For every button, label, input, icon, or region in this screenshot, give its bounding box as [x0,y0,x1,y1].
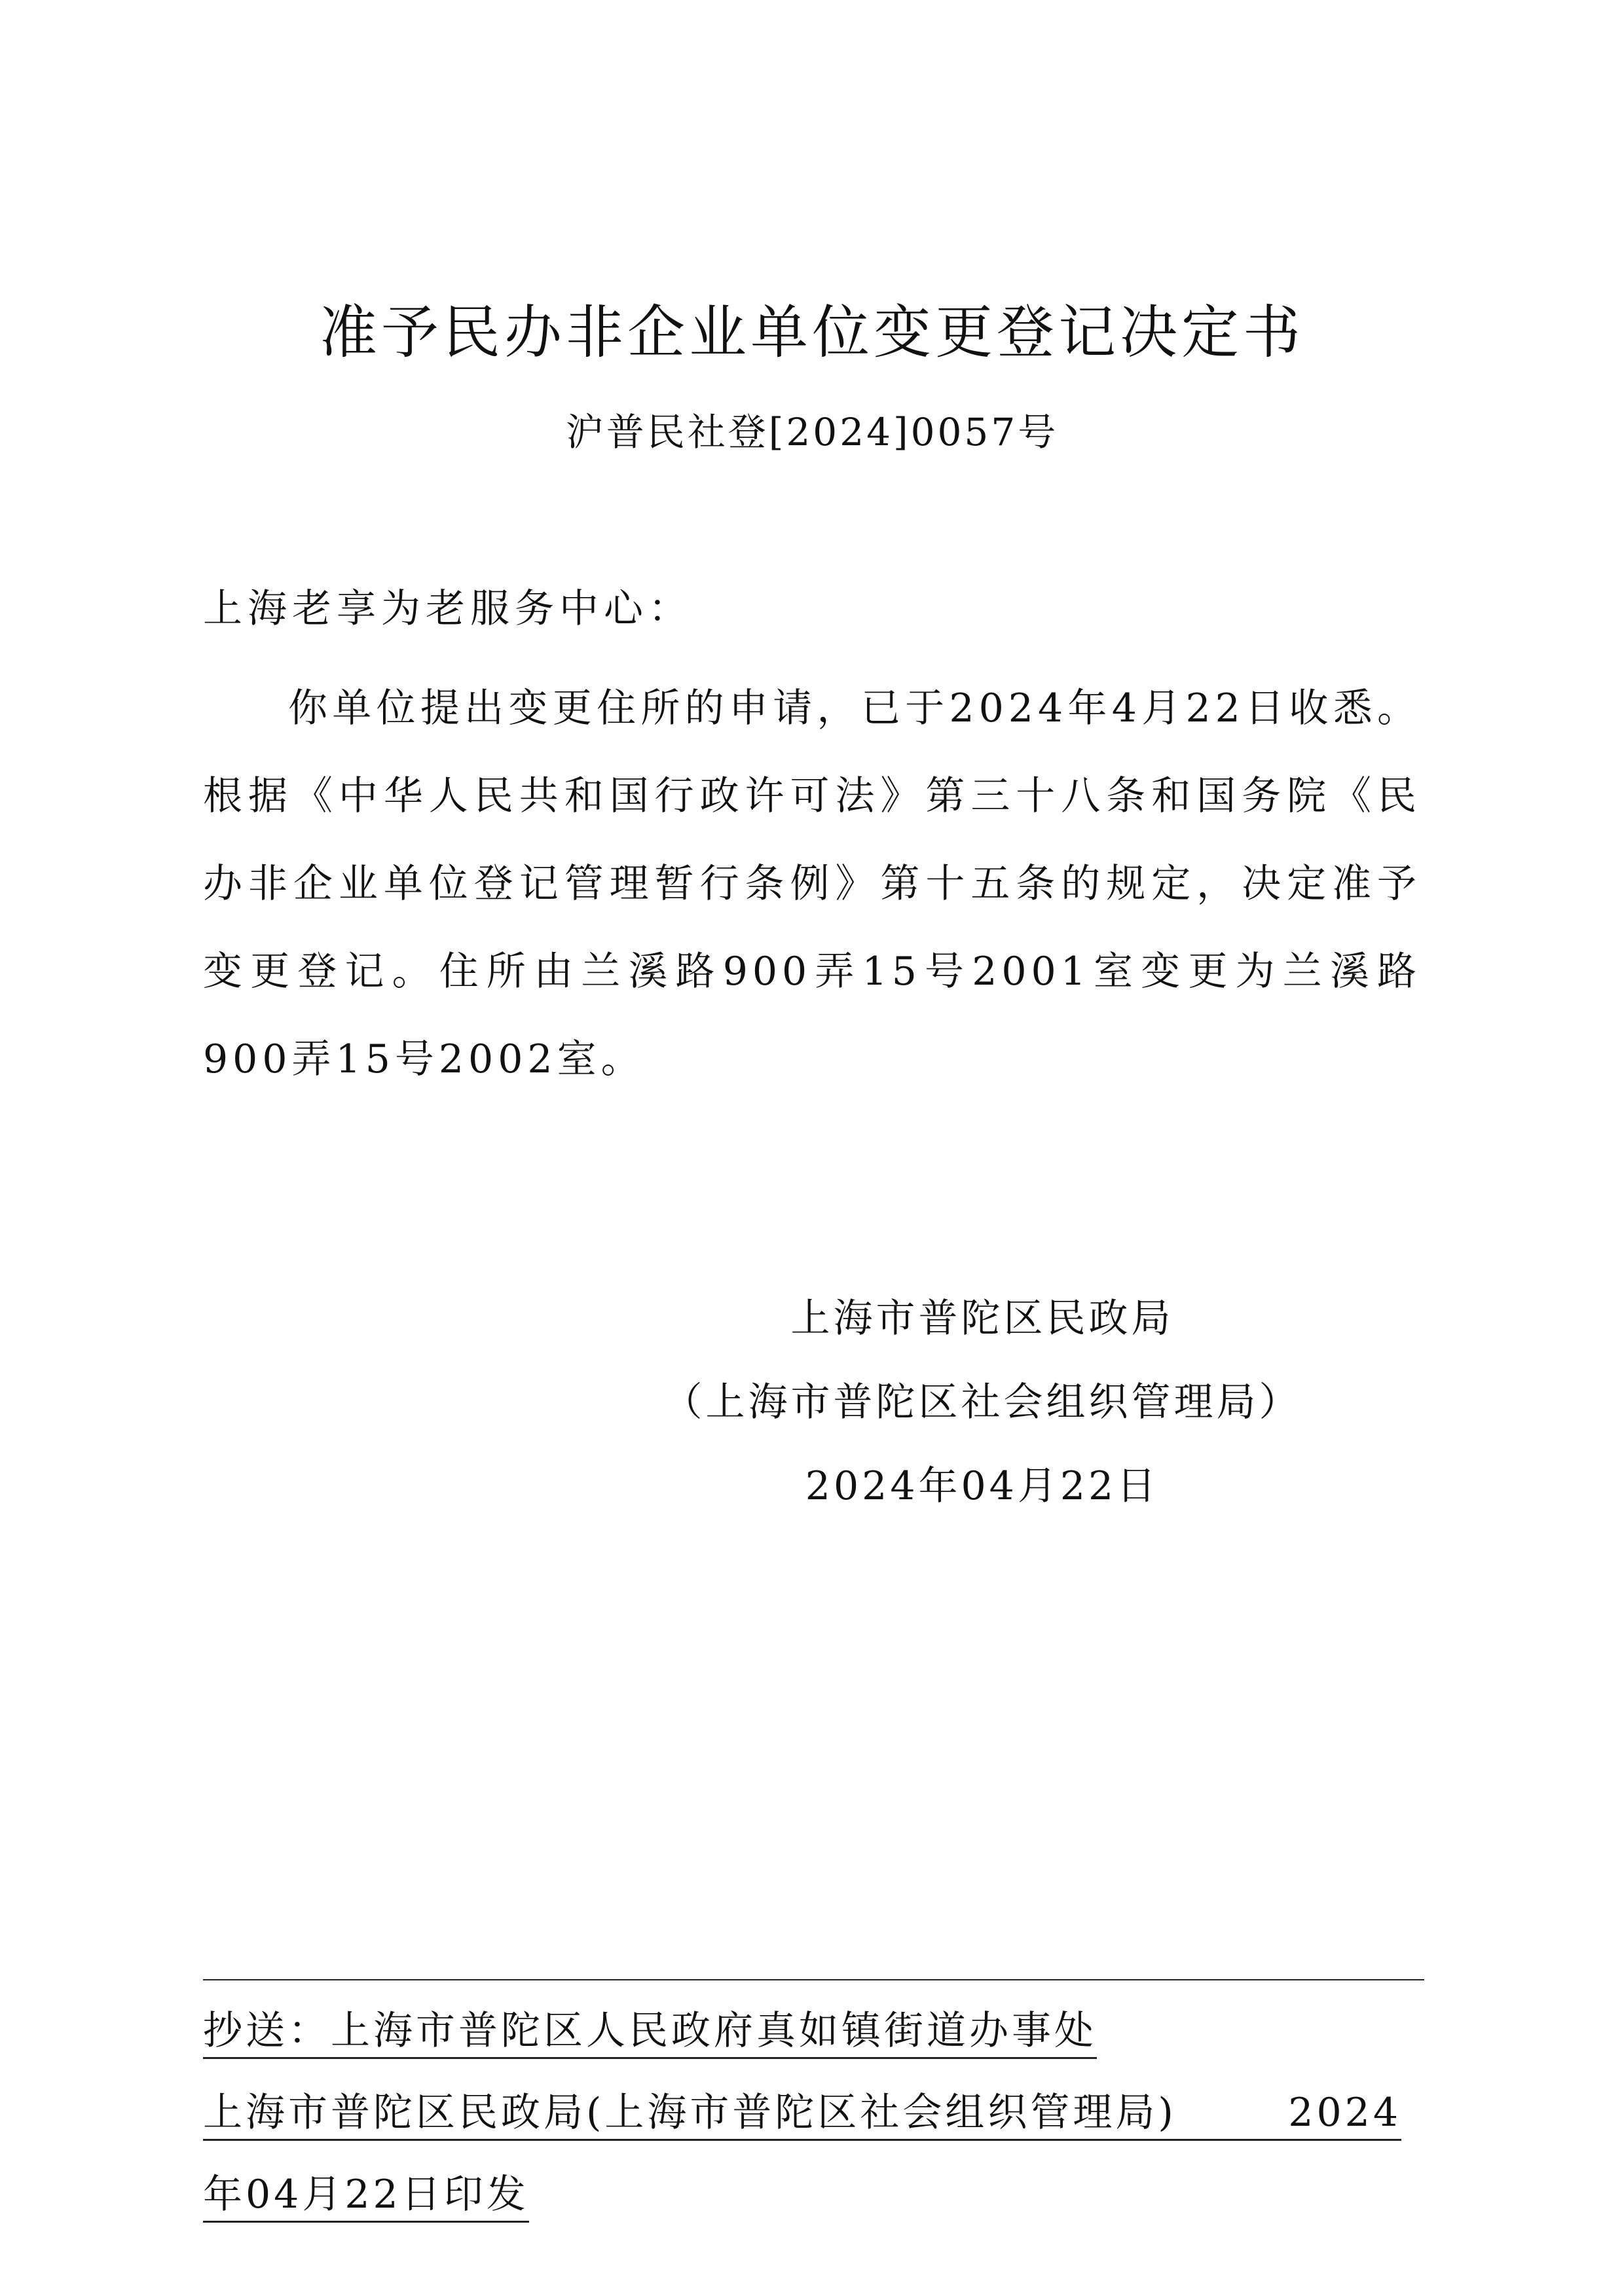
signature-block [655,1277,1310,1528]
print-date-year: 2024 [1288,2090,1401,2136]
printer-line [203,2072,1428,2154]
print-date-line [203,2154,1428,2236]
issuer-alias: （上海市普陀区社会组织管理局） [663,1379,1302,1425]
cc-recipients: 抄送：上海市普陀区人民政府真如镇街道办事处 [203,2005,1097,2059]
cc-line [203,1990,1428,2072]
document-number: 沪普民社登[2024]0057号 [565,410,1059,454]
print-date-rest: 年04月22日印发 [203,2168,529,2223]
body-paragraph: 你单位提出变更住所的申请，已于2024年4月22日收悉。根据《中华人民共和国行政许可法》第三十八条和国务院《民办非企业单位登记管理暂行条例》第十五条的规定，决定准予变更登记。住所由兰溪路900弄15号2001室变更为兰溪路900弄15号2002室。 [203,685,1421,1082]
printer-underline [203,2086,1401,2141]
footer-divider [203,1979,1424,1980]
document-title: 准予民办非企业单位变更登记决定书 [319,299,1304,366]
issue-date: 2024年04月22日 [805,1463,1160,1509]
footer-block [203,1990,1428,2236]
recipient: 上海老享为老服务中心： [203,586,693,632]
printer-org: 上海市普陀区民政局(上海市普陀区社会组织管理局) [203,2090,1177,2136]
issuer-name: 上海市普陀区民政局 [790,1296,1174,1341]
